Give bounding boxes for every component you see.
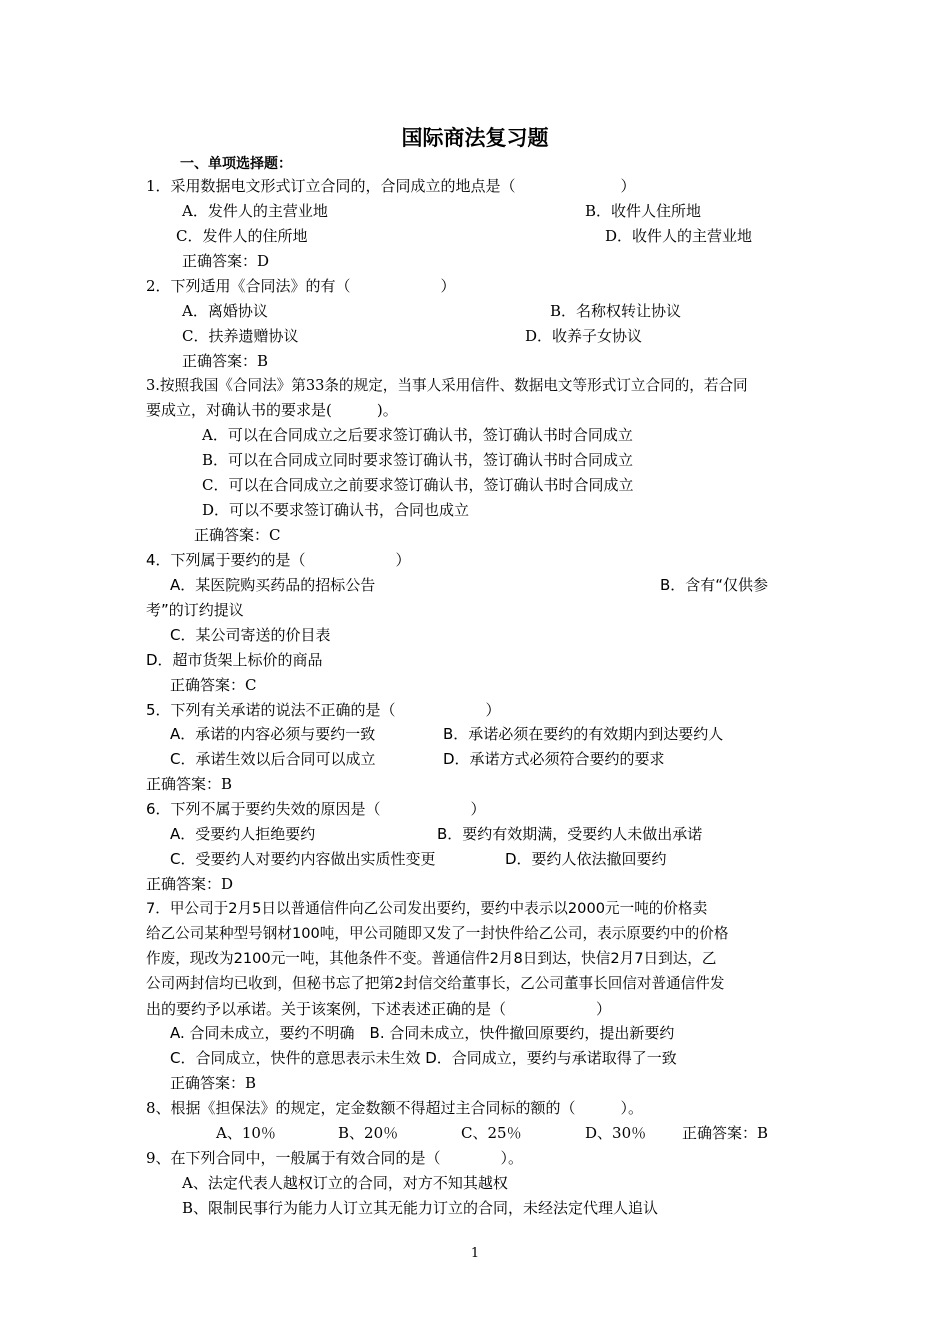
q2-option-a: A．离婚协议 [182, 302, 268, 320]
section-heading: 一、单项选择题： [180, 156, 292, 172]
q4-option-a: A．某医院购买药品的招标公告 [170, 576, 376, 594]
q4-answer: 正确答案：C [170, 676, 257, 694]
q5-option-c: C．承诺生效以后合同可以成立 [170, 750, 376, 768]
q6-answer: 正确答案：D [146, 875, 234, 893]
q3-option-b: B．可以在合同成立同时要求签订确认书，签订确认书时合同成立 [202, 451, 634, 469]
q8-option-a: A、10％ [216, 1124, 276, 1142]
q7-answer: 正确答案：B [170, 1074, 257, 1092]
q5-option-d: D．承诺方式必须符合要约的要求 [443, 750, 665, 768]
q1-option-d: D．收件人的主营业地 [605, 227, 753, 245]
q4-option-b-line2: 考”的订约提议 [146, 601, 244, 619]
q8-option-d: D、30％ [585, 1124, 647, 1142]
q6-option-b: B．要约有效期满，受要约人未做出承诺 [437, 825, 703, 843]
q7-line1: 7．甲公司于2月5日以普通信件向乙公司发出要约，要约中表示以2000元一吨的价格卖 [146, 900, 708, 917]
q1-option-c: C．发件人的住所地 [176, 227, 308, 245]
q6-stem: 6．下列不属于要约失效的原因是（ ） [146, 800, 486, 818]
q5-option-a: A．承诺的内容必须与要约一致 [170, 725, 376, 743]
q4-option-c: C．某公司寄送的价目表 [170, 626, 331, 644]
q4-stem: 4．下列属于要约的是（ ） [146, 551, 411, 569]
q5-stem: 5．下列有关承诺的说法不正确的是（ ） [146, 701, 501, 719]
q2-option-c: C．扶养遗赠协议 [182, 327, 299, 345]
q2-option-b: B．名称权转让协议 [550, 302, 682, 320]
q1-option-a: A．发件人的主营业地 [182, 202, 328, 220]
q3-stem-line1: 3.按照我国《合同法》第33条的规定，当事人采用信件、数据电文等形式订立合同的，若合同 [146, 377, 748, 394]
q9-option-b: B、限制民事行为能力人订立其无能力订立的合同，未经法定代理人追认 [182, 1199, 659, 1217]
q7-line3: 作废，现改为2100元一吨，其他条件不变。普通信件2月8日到达，快信2月7日到达，乙 [146, 950, 717, 967]
q2-option-d: D．收养子女协议 [525, 327, 643, 345]
q9-stem: 9、在下列合同中，一般属于有效合同的是（ ）。 [146, 1149, 524, 1167]
q6-option-a: A．受要约人拒绝要约 [170, 825, 316, 843]
q2-stem: 2．下列适用《合同法》的有（ ） [146, 277, 456, 295]
q3-option-c: C．可以在合同成立之前要求签订确认书，签订确认书时合同成立 [202, 476, 634, 494]
q7-line4: 公司两封信均已收到，但秘书忘了把第2封信交给董事长，乙公司董事长回信对普通信件发 [146, 975, 725, 992]
q3-stem-line2: 要成立，对确认书的要求是( )。 [146, 401, 398, 419]
q9-option-a: A、法定代表人越权订立的合同，对方不知其越权 [182, 1174, 508, 1192]
q5-option-b: B．承诺必须在要约的有效期内到达要约人 [443, 725, 724, 743]
q7-options-cd: C．合同成立，快件的意思表示未生效 D．合同成立，要约与承诺取得了一致 [170, 1049, 677, 1067]
q8-option-c: C、25％ [461, 1124, 522, 1142]
q6-option-c: C．受要约人对要约内容做出实质性变更 [170, 850, 436, 868]
q2-answer: 正确答案：B [182, 352, 269, 370]
q6-option-d: D．要约人依法撤回要约 [505, 850, 667, 868]
page-title: 国际商法复习题 [401, 126, 549, 150]
q4-option-b-line1: B．含有“仅供参 [660, 576, 769, 594]
q8-option-b: B、20％ [338, 1124, 399, 1142]
q1-answer: 正确答案：D [182, 252, 270, 270]
q8-stem: 8、根据《担保法》的规定，定金数额不得超过主合同标的额的（ ）。 [146, 1099, 644, 1117]
q3-option-a: A．可以在合同成立之后要求签订确认书，签订确认书时合同成立 [202, 426, 633, 444]
q1-option-b: B．收件人住所地 [585, 202, 702, 220]
page-number: 1 [470, 1246, 480, 1261]
q3-option-d: D．可以不要求签订确认书，合同也成立 [202, 501, 470, 519]
q3-answer: 正确答案：C [194, 526, 281, 544]
q5-answer: 正确答案：B [146, 775, 233, 793]
q7-options-ab: A. 合同未成立，要约不明确 B. 合同未成立，快件撤回原要约，提出新要约 [170, 1024, 675, 1042]
q7-line5: 出的要约予以承诺。关于该案例，下述表述正确的是（ ） [146, 1000, 612, 1018]
q8-answer: 正确答案：B [682, 1124, 769, 1142]
q4-option-d: D．超市货架上标价的商品 [146, 651, 323, 669]
q1-stem: 1．采用数据电文形式订立合同的，合同成立的地点是（ ） [146, 177, 636, 195]
q7-line2: 给乙公司某种型号钢材100吨，甲公司随即又发了一封快件给乙公司，表示原要约中的价格 [146, 925, 729, 942]
